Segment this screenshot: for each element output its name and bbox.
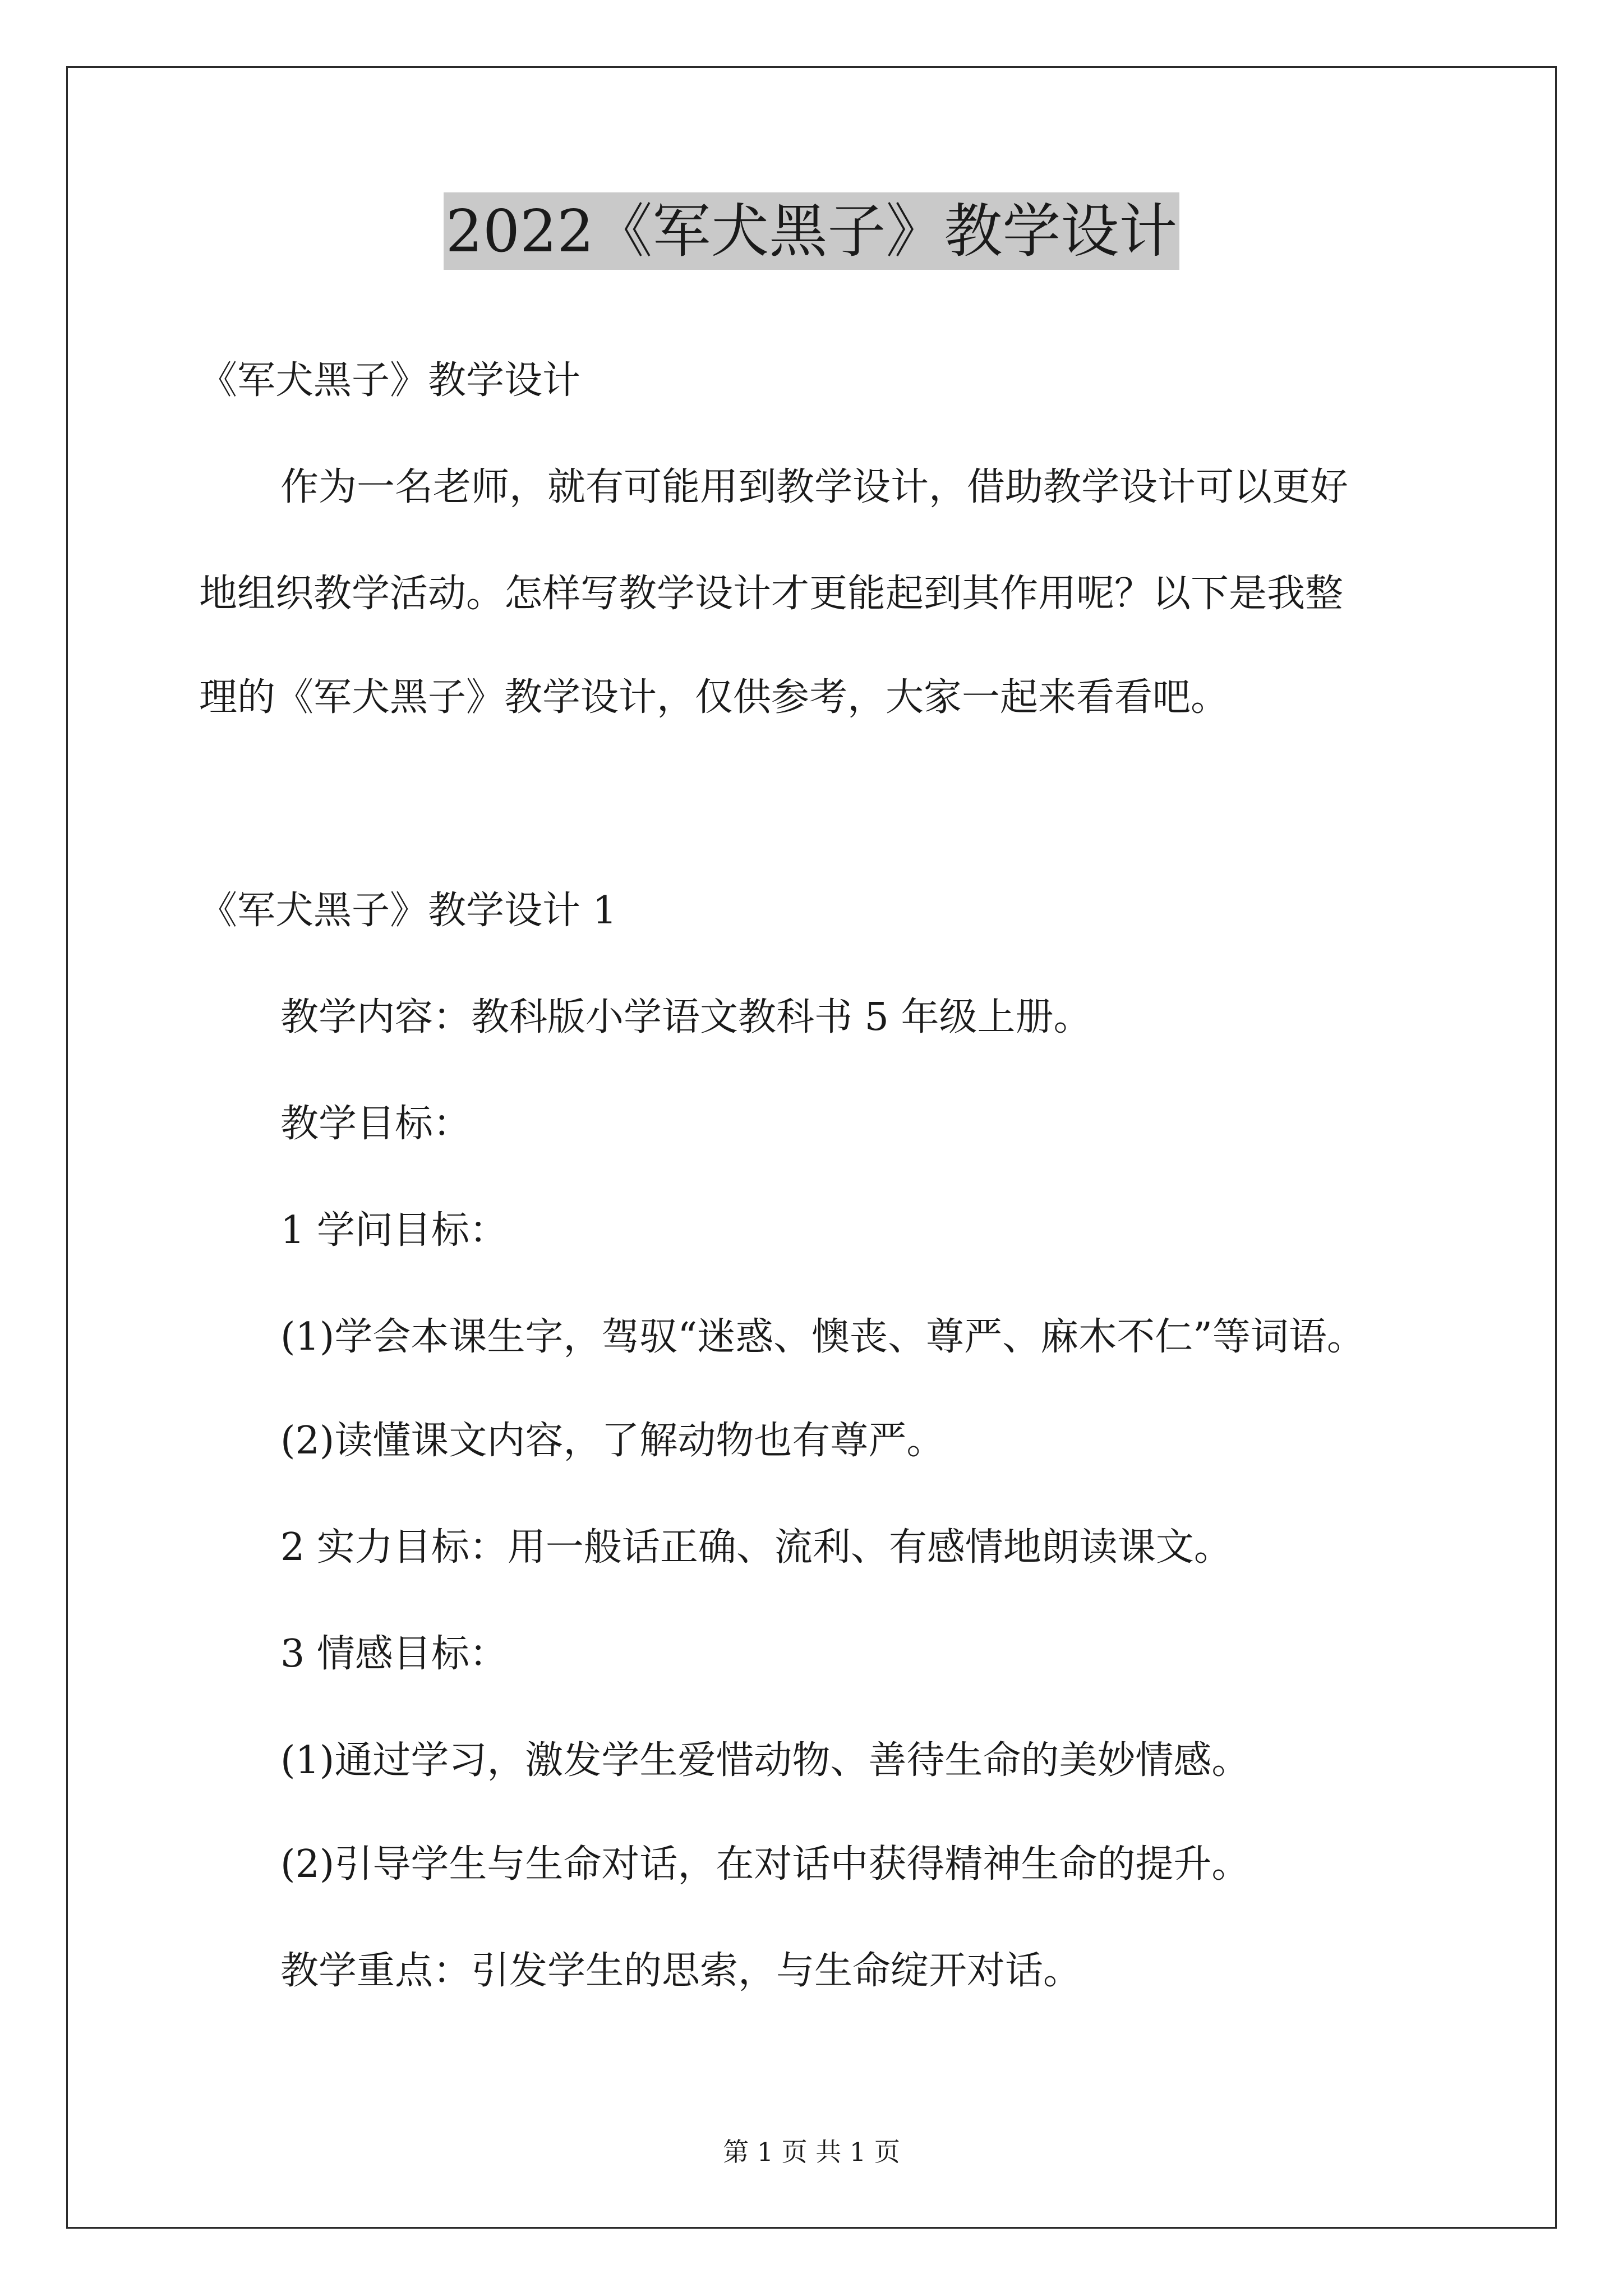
- body-line-knowledge-2: (2)读懂课文内容，了解动物也有尊严。: [280, 1419, 945, 1463]
- intro-line-3: 理的《军犬黑子》教学设计，仅供参考，大家一起来看看吧。: [199, 675, 1229, 720]
- body-line-emotion-1: (1)通过学习，激发学生爱惜动物、善待生命的美妙情感。: [280, 1738, 1250, 1783]
- intro-line-2: 地组织教学活动。怎样写教学设计才更能起到其作用呢？以下是我整: [199, 572, 1344, 616]
- intro-line-1: 作为一名老师，就有可能用到教学设计，借助教学设计可以更好: [280, 465, 1349, 509]
- body-line-knowledge-goals: 1 学问目标：: [280, 1208, 508, 1253]
- body-line-ability-goals: 2 实力目标：用一般话正确、流利、有感情地朗读课文。: [280, 1525, 1232, 1570]
- section-heading: 《军犬黑子》教学设计 1: [199, 889, 617, 933]
- document-title-text: 2022《军犬黑子》教学设计: [444, 192, 1180, 270]
- document-subtitle: 《军犬黑子》教学设计: [199, 358, 581, 403]
- body-line-content: 教学内容：教科版小学语文教科书 5 年级上册。: [280, 995, 1092, 1039]
- body-line-goals: 教学目标：: [280, 1102, 472, 1146]
- body-line-knowledge-1: (1)学会本课生字，驾驭“迷惑、懊丧、尊严、麻木不仁”等词语。: [280, 1315, 1365, 1359]
- body-line-emotion-2: (2)引导学生与生命对话，在对话中获得精神生命的提升。: [280, 1842, 1250, 1887]
- body-line-emotion-goals: 3 情感目标：: [280, 1632, 508, 1676]
- document-title: [0, 197, 1623, 265]
- page-number: 第 1 页 共 1 页: [723, 2137, 900, 2167]
- body-line-key-point: 教学重点：引发学生的思索，与生命绽开对话。: [280, 1949, 1082, 1993]
